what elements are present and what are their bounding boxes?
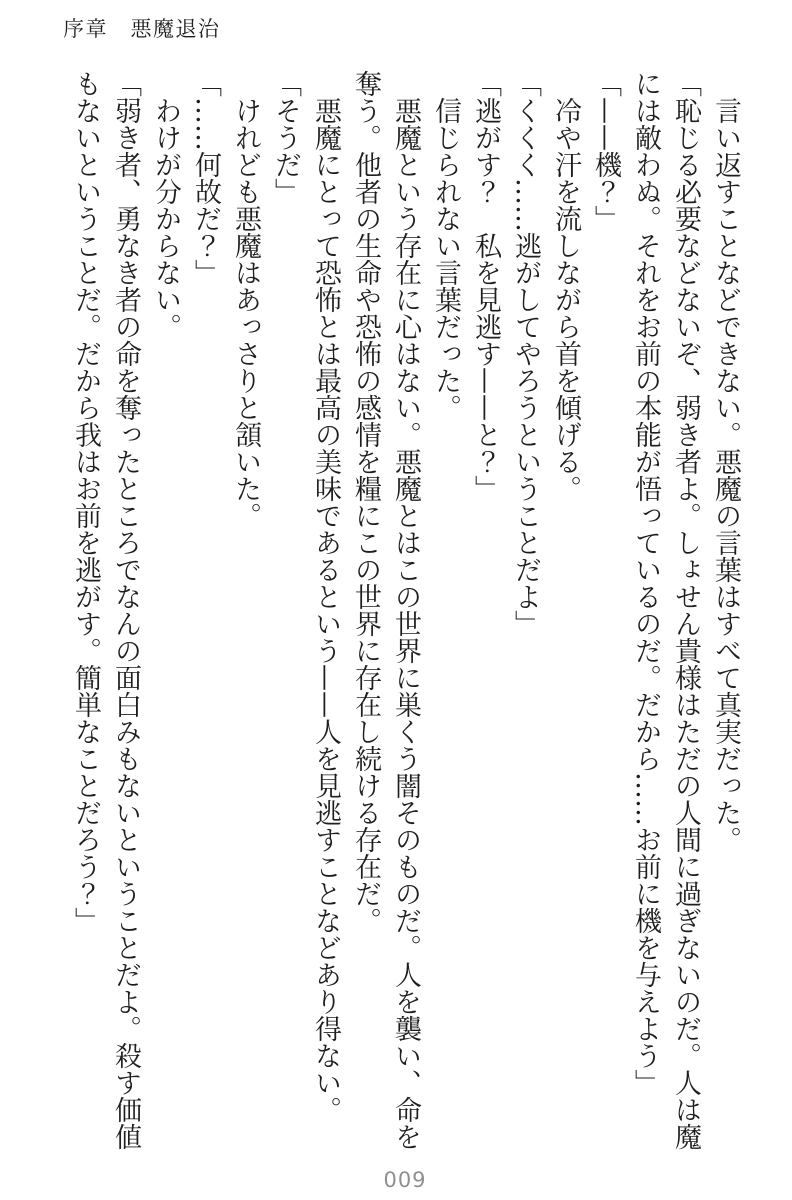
text-line: 「逃がす？ 私を見逃す——と？」 <box>470 70 501 502</box>
text-line: 「くくく……逃がしてやろうということだよ」 <box>510 70 541 637</box>
text-line: 言い返すことなどできない。悪魔の言葉はすべて真実だった。 <box>710 97 741 853</box>
text-line: 悪魔にとって恐怖とは最高の美味であるという——人を見逃すことなどあり得ない。 <box>310 97 341 1123</box>
text-line: けれども悪魔はあっさりと頷いた。 <box>230 97 261 529</box>
page-number: 009 <box>383 1168 427 1192</box>
text-line: 悪魔という存在に心はない。悪魔とはこの世界に巣くう闇そのものだ。人を襲い、命を <box>390 97 421 1150</box>
text-line: 「……何故だ？」 <box>190 70 221 286</box>
text-line: 「弱き者、勇なき者の命を奪ったところでなんの面白みもないということだよ。殺す価値 <box>110 70 141 1150</box>
text-line: には敵わぬ。それをお前の本能が悟っているのだ。だから……お前に機を与えよう」 <box>630 70 661 1096</box>
text-line: 「恥じる必要などないぞ、弱き者よ。しょせん貴様はただの人間に過ぎないのだ。人は魔 <box>670 70 701 1150</box>
chapter-header: 序章 悪魔退治 <box>63 17 221 41</box>
text-line: 冷や汗を流しながら首を傾げる。 <box>550 97 581 502</box>
text-line: もないということだ。だから我はお前を逃がす。簡単なことだろう？」 <box>70 70 101 934</box>
text-line: 「そうだ」 <box>270 70 301 205</box>
text-block <box>65 70 745 1154</box>
text-line: わけが分からない。 <box>150 97 181 340</box>
text-line: 奪う。他者の生命や恐怖の感情を糧にこの世界に存在し続ける存在だ。 <box>350 70 381 934</box>
text-line: 信じられない言葉だった。 <box>430 97 461 421</box>
text-line: 「——機？」 <box>590 70 621 232</box>
